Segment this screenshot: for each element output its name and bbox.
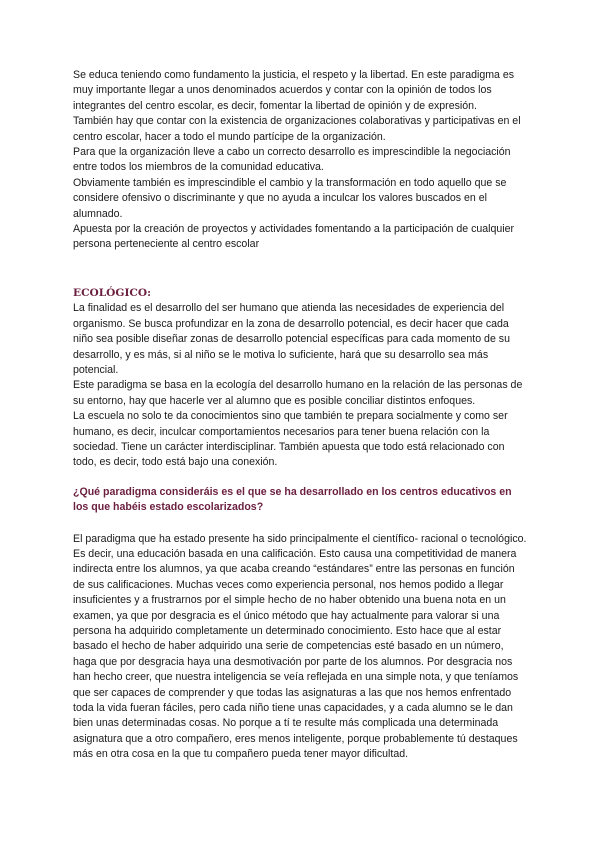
paragraph: Para que la organización lleve a cabo un correcto desarrollo es imprescindible la negociación entre todos los miembros de la comunidad educativa.	[73, 146, 511, 174]
paragraph: El paradigma que ha estado presente ha sido principalmente el científico- racional o tecnológico. Es decir, una educación basada en una calificación. Esto causa una competitividad de manera indirecta entre los alumnos, ya que acaba creando “estándares” entre las personas en función de sus calificaciones. Muchas veces como experiencia personal, nos hemos podido a llegar insuficientes y a frustrarnos por el simple hecho de no haber obtenido una buena nota en un examen, ya que por desgracia es el único método que hay actualmente para valorar si una persona ha adquirido completamente un determinado conocimiento. Esto hace que al estar basado el hecho de haber adquirido una serie de competencias esté basado en un número, haga que por desgracia haya una desmotivación por parte de los alumnos. Por desgracia nos han hecho creer, que nuestra inteligencia se veía reflejada en una simple nota, y que teníamos que ser capaces de comprender y que todas las asignaturas a las que nos hemos enfrentado toda la vida fueran fáciles, pero cada niño tiene unas capacidades, y a cada alumno se le dan bien unas determinadas cosas. No porque a tí te resulte más complicada una determinada asignatura que a otro compañero, eres menos inteligente, porque probablemente tú destaques más en otra cosa en la que tu compañero pueda tener mayor dificultad.	[73, 532, 527, 761]
paragraph: Obviamente también es imprescindible el cambio y la transformación en todo aquello que se considere ofensivo o discriminante y que no ayuda a inculcar los valores buscados en el alumnado.	[73, 176, 507, 220]
paragraph: La finalidad es el desarrollo del ser humano que atienda las necesidades de experiencia del organismo. Se busca profundizar en la zona de desarrollo potencial, es decir hacer que cada niño sea posible diseñar zonas de desarrollo potencial específicas para cada momento de su desarrollo, y es más, si al niño se le motiva lo suficiente, hará que su desarrollo sea más potencial.	[73, 302, 510, 376]
paragraph: Apuesta por la creación de proyectos y actividades fomentando a la participación de cualquier persona perteneciente al centro escolar	[73, 223, 515, 251]
paragraph: La escuela no solo te da conocimientos sino que también te prepara socialmente y como ser humano, es decir, inculcar comportamientos necesarios para tener buena relación con la sociedad. Tiene un carácter interdisciplinar. También apuesta que todo está relacionado con todo, es decir, todo está bajo una conexión.	[73, 410, 508, 469]
paragraph: Este paradigma se basa en la ecología del desarrollo humano en la relación de las personas de su entorno, hay que hacerle ver al alumno que es posible conciliar distintos enfoques.	[73, 379, 523, 407]
paragraph: Se educa teniendo como fundamento la justicia, el respeto y la libertad. En este paradigma es muy importante llegar a unos denominados acuerdos y contar con la opinión de todos los integrantes del centro escolar, es decir, fomentar la libertad de opinión y de expresión.	[73, 69, 515, 112]
section-2-body	[73, 301, 528, 470]
section-3-body	[73, 532, 528, 763]
section-heading-ecologico: ECOLÓGICO:	[73, 286, 151, 299]
paragraph: También hay que contar con la existencia de organizaciones colaborativas y participativas en el centro escolar, hacer a todo el mundo partícipe de la organización.	[73, 115, 521, 143]
question-heading: ¿Qué paradigma consideráis es el que se ha desarrollado en los centros educativos en los que habéis estado escolarizados?	[73, 485, 512, 514]
section-1-body	[73, 68, 528, 253]
